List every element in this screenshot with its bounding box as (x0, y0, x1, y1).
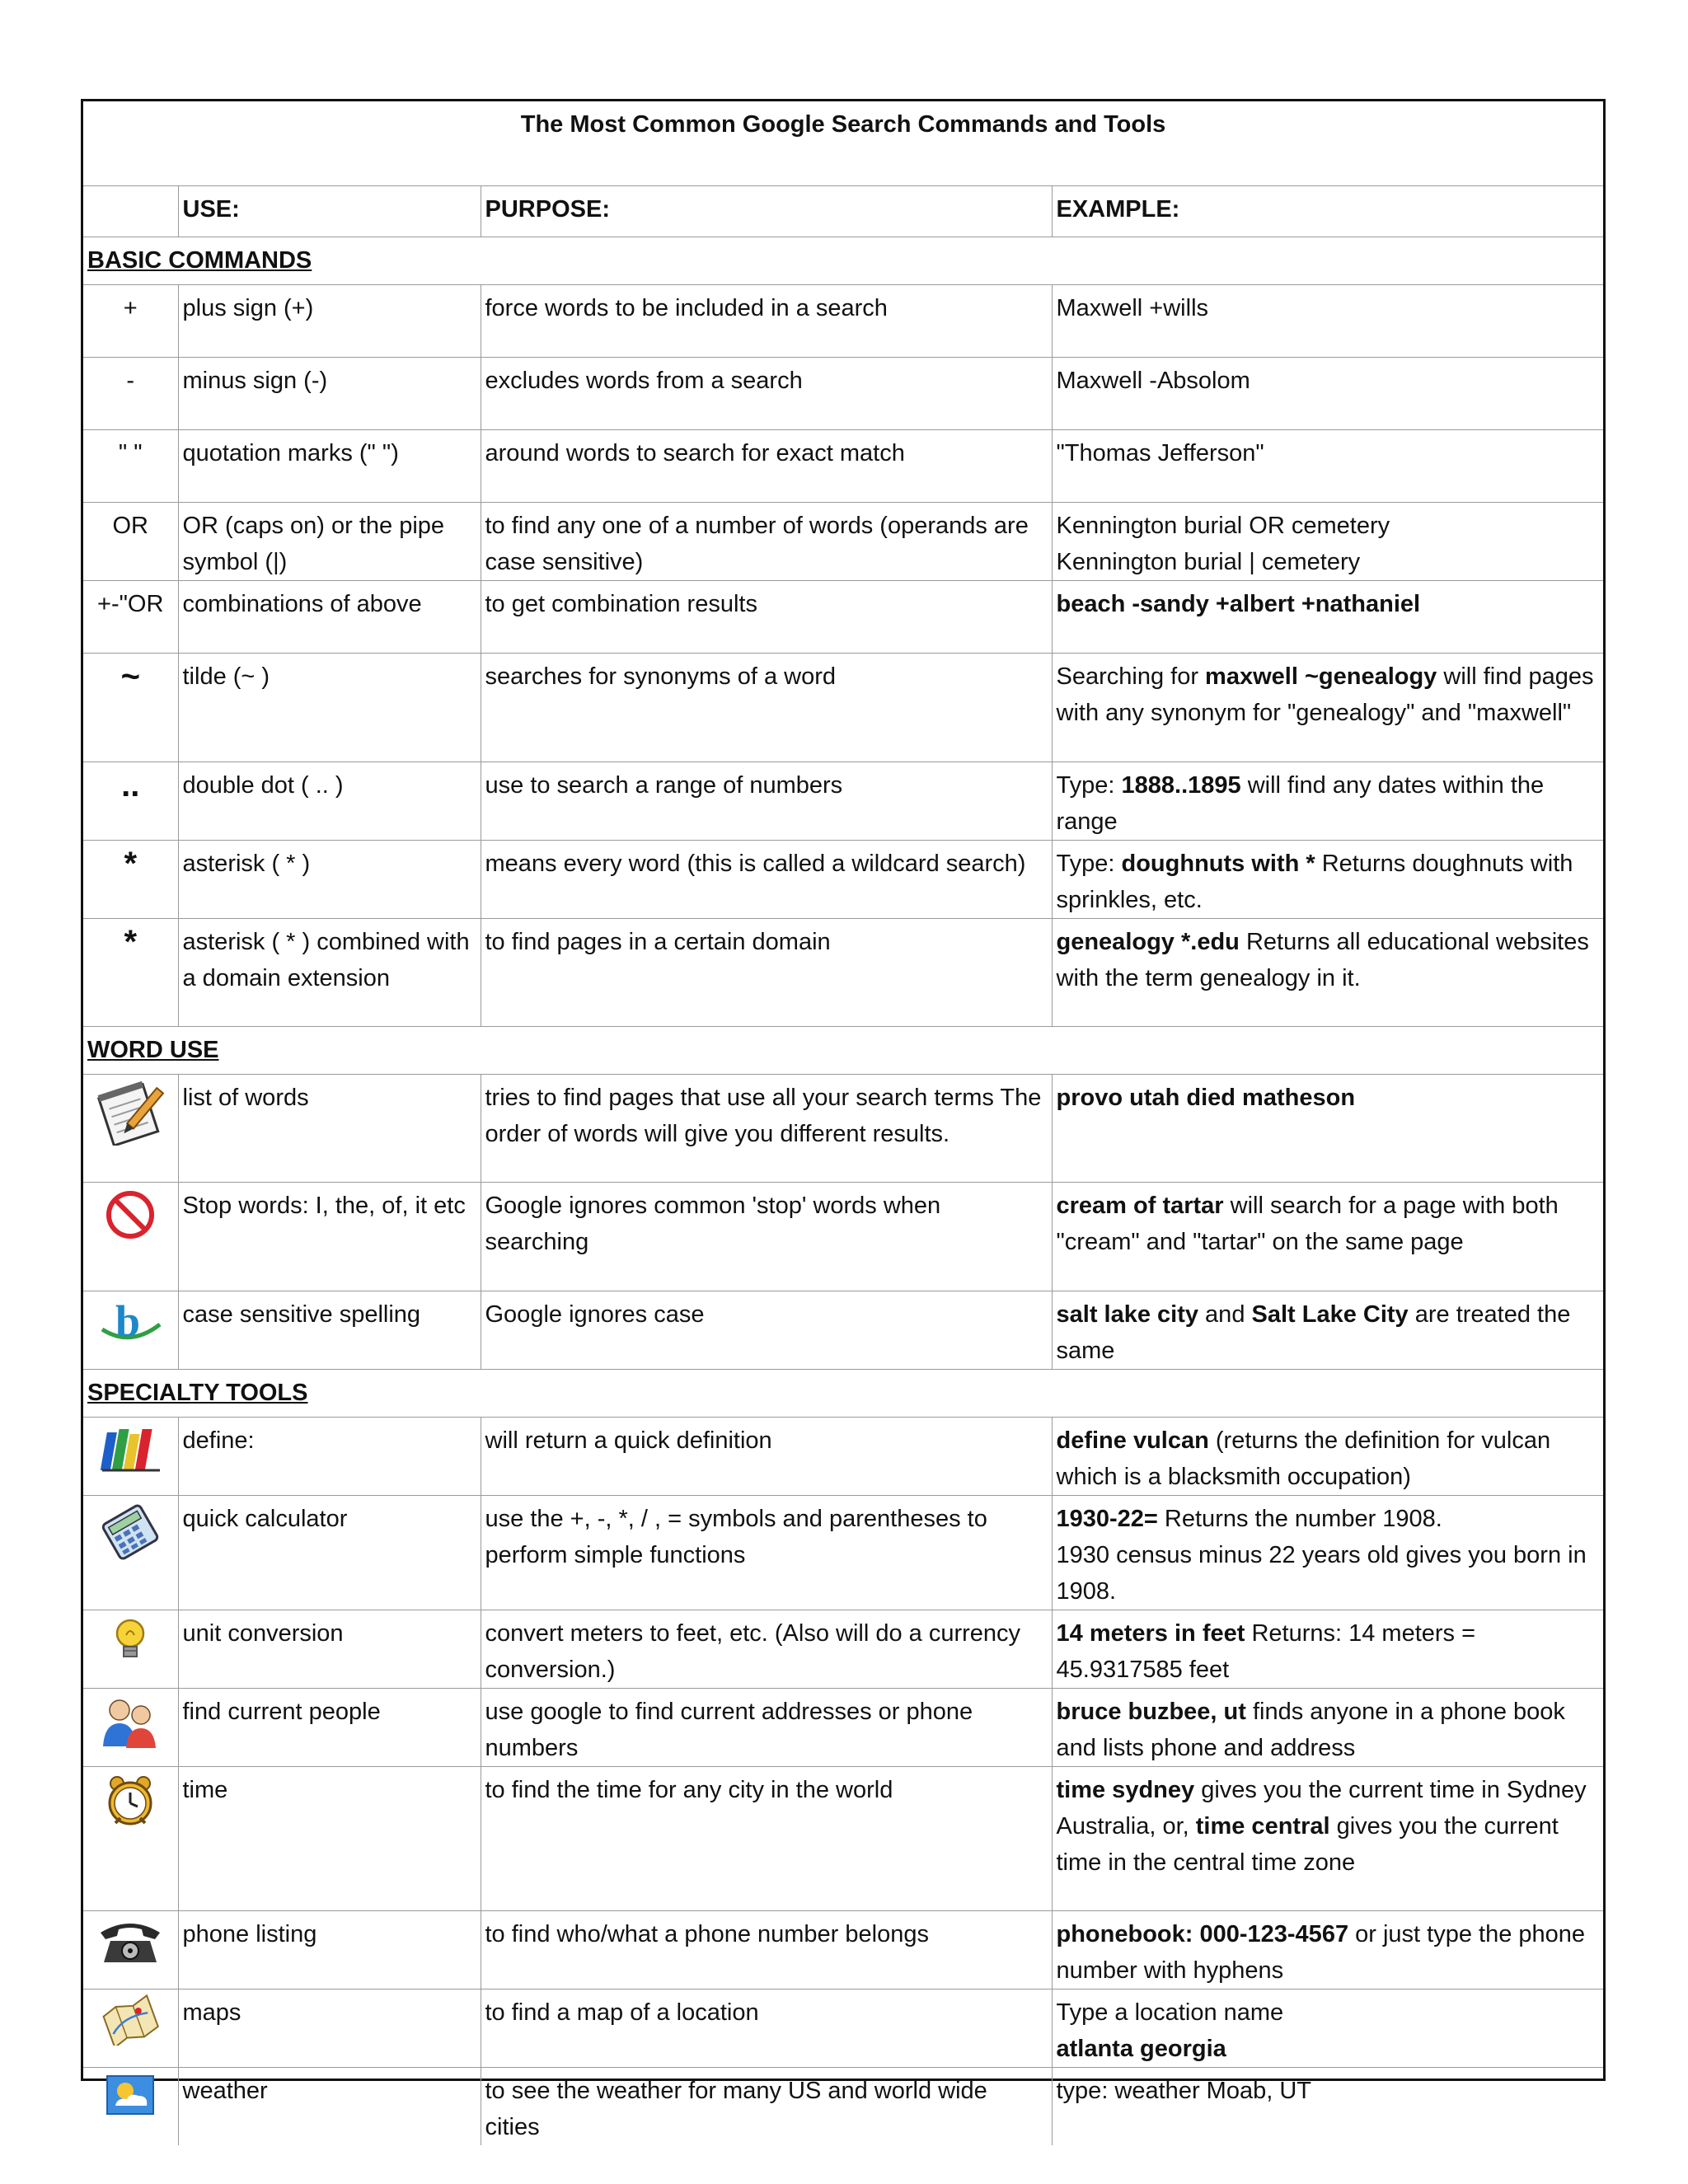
purpose-cell: will return a quick definition (481, 1417, 1052, 1495)
symbol-text: - (126, 367, 135, 394)
example-cell (1052, 2067, 1603, 2145)
weather-icon (83, 2067, 178, 2145)
example-cell (1052, 1766, 1603, 1910)
example-cell (1052, 1074, 1603, 1182)
use-cell: combinations of above (178, 580, 481, 653)
purpose-cell: tries to find pages that use all your search terms The order of words will give you different results. (481, 1074, 1052, 1182)
purpose-cell: use google to find current addresses or phone numbers (481, 1688, 1052, 1766)
example-bold-text: time sydney (1056, 1776, 1195, 1803)
use-cell: double dot ( .. ) (178, 762, 481, 840)
example-cell (1052, 1910, 1603, 1989)
example-bold-text: phonebook: 000-123-4567 (1056, 1920, 1349, 1947)
use-cell: time (178, 1766, 481, 1910)
example-text: will find any dates within the range (1056, 771, 1545, 835)
example-text: will search for a page with both "cream" and "tartar" on the same page (1056, 1192, 1559, 1255)
people-icon (83, 1688, 178, 1766)
example-bold-text: 1888..1895 (1121, 771, 1241, 799)
example-cell (1052, 653, 1603, 762)
specialty-tool-row (83, 1766, 1603, 1910)
example-text: Returns doughnuts with sprinkles, etc. (1056, 850, 1573, 913)
example-bold-text: salt lake city (1056, 1301, 1198, 1328)
svg-text:b: b (115, 1296, 141, 1346)
specialty-tool-row (83, 1610, 1603, 1688)
title-row (83, 101, 1603, 185)
command-symbol (83, 502, 178, 580)
use-cell: unit conversion (178, 1610, 481, 1688)
example-cell (1052, 840, 1603, 918)
specialty-tool-row (83, 1910, 1603, 1989)
basic-command-row (83, 918, 1603, 1026)
symbol-text: OR (112, 512, 148, 539)
example-cell (1052, 762, 1603, 840)
use-cell: Stop words: I, the, of, it etc (178, 1182, 481, 1291)
command-symbol (83, 762, 178, 840)
lightbulb-icon (83, 1610, 178, 1688)
example-text: are treated the same (1056, 1301, 1571, 1364)
symbol-text: * (124, 845, 138, 882)
use-cell: plus sign (+) (178, 284, 481, 357)
column-header-row (83, 185, 1603, 237)
purpose-cell: to find who/what a phone number belongs (481, 1910, 1052, 1989)
example-bold-text: maxwell ~genealogy (1205, 663, 1437, 690)
example-bold-text: define vulcan (1056, 1427, 1209, 1454)
example-bold-text: doughnuts with * (1121, 850, 1315, 877)
purpose-cell: around words to search for exact match (481, 429, 1052, 502)
purpose-cell: Google ignores common 'stop' words when searching (481, 1182, 1052, 1291)
purpose-cell: means every word (this is called a wildcard search) (481, 840, 1052, 918)
example-text: finds anyone in a phone book and lists phone and address (1056, 1698, 1565, 1761)
example-bold-text: atlanta georgia (1056, 2035, 1226, 2062)
word-use-row (83, 1182, 1603, 1291)
example-bold-text: bruce buzbee, ut (1056, 1698, 1246, 1725)
example-text: Type a location name (1056, 1999, 1284, 2026)
example-cell (1052, 1610, 1603, 1688)
use-cell: OR (caps on) or the pipe symbol (|) (178, 502, 481, 580)
specialty-tool-row (83, 1989, 1603, 2067)
example-cell (1052, 357, 1603, 429)
basic-command-row (83, 653, 1603, 762)
example-text: Returns the number 1908. (1157, 1505, 1442, 1532)
example-cell (1052, 502, 1603, 580)
example-text: Maxwell +wills (1056, 294, 1209, 321)
purpose-cell: use the +, -, *, / , = symbols and parentheses to perform simple functions (481, 1495, 1052, 1610)
word-use-row (83, 1074, 1603, 1182)
section-row (83, 1026, 1603, 1074)
telephone-icon (83, 1910, 178, 1989)
example-text: and (1198, 1301, 1252, 1328)
use-cell: asterisk ( * ) combined with a domain extension (178, 918, 481, 1026)
command-symbol (83, 653, 178, 762)
example-text: gives you the current time in Sydney Australia, or, (1056, 1776, 1587, 1840)
symbol-text: + (123, 294, 138, 321)
calculator-icon (83, 1495, 178, 1610)
alarm-clock-icon (83, 1766, 178, 1910)
bing-b-icon (83, 1291, 178, 1369)
example-text: (returns the definition for vulcan which is a blacksmith occupation) (1056, 1427, 1551, 1490)
purpose-cell: to find pages in a certain domain (481, 918, 1052, 1026)
example-cell (1052, 580, 1603, 653)
basic-command-row (83, 429, 1603, 502)
command-symbol (83, 284, 178, 357)
use-cell: asterisk ( * ) (178, 840, 481, 918)
symbol-text: .. (121, 766, 140, 804)
basic-command-row (83, 840, 1603, 918)
specialty-tool-row (83, 1688, 1603, 1766)
symbol-text: * (124, 923, 138, 960)
symbol-text: ~ (120, 658, 140, 695)
basic-command-row (83, 357, 1603, 429)
command-symbol (83, 580, 178, 653)
purpose-cell: convert meters to feet, etc. (Also will do a currency conversion.) (481, 1610, 1052, 1688)
example-cell (1052, 284, 1603, 357)
purpose-cell: to find a map of a location (481, 1989, 1052, 2067)
example-bold-text: Salt Lake City (1251, 1301, 1409, 1328)
example-text: Kennington burial OR cemetery (1056, 512, 1390, 539)
use-cell: weather (178, 2067, 481, 2145)
purpose-cell: excludes words from a search (481, 357, 1052, 429)
use-cell: minus sign (-) (178, 357, 481, 429)
specialty-tool-row (83, 1495, 1603, 1610)
example-text: will find pages with any synonym for "genealogy" and "maxwell" (1056, 663, 1594, 726)
example-text: gives you the current time in the central time zone (1056, 1812, 1559, 1876)
purpose-cell: force words to be included in a search (481, 284, 1052, 357)
basic-command-row (83, 580, 1603, 653)
commands-table (83, 101, 1603, 2145)
purpose-cell: Google ignores case (481, 1291, 1052, 1369)
notepad-pencil-icon (83, 1074, 178, 1182)
example-text: Searching for (1056, 663, 1206, 690)
example-text: Type: (1056, 771, 1122, 799)
example-cell (1052, 1688, 1603, 1766)
section-word-use: WORD USE (83, 1026, 1603, 1074)
example-bold-text: genealogy *.edu (1056, 928, 1240, 955)
example-text: type: weather Moab, UT (1056, 2077, 1311, 2104)
command-symbol (83, 429, 178, 502)
use-cell: list of words (178, 1074, 481, 1182)
symbol-text: +-"OR (97, 590, 164, 617)
example-text: Maxwell -Absolom (1056, 367, 1250, 394)
example-text: Returns all educational websites with the term genealogy in it. (1056, 928, 1589, 991)
purpose-cell: to find any one of a number of words (operands are case sensitive) (481, 502, 1052, 580)
header-use: USE: (178, 185, 481, 237)
example-cell (1052, 1291, 1603, 1369)
use-cell: find current people (178, 1688, 481, 1766)
example-text: or just type the phone number with hyphens (1056, 1920, 1586, 1984)
example-text: 1930 census minus 22 years old gives you born in 1908. (1056, 1541, 1587, 1605)
example-cell (1052, 1495, 1603, 1610)
example-cell (1052, 1989, 1603, 2067)
example-text: "Thomas Jefferson" (1056, 439, 1264, 466)
use-cell: quick calculator (178, 1495, 481, 1610)
use-cell: phone listing (178, 1910, 481, 1989)
command-symbol (83, 918, 178, 1026)
prohibited-icon (83, 1182, 178, 1291)
word-use-row (83, 1291, 1603, 1369)
example-text: Type: (1056, 850, 1122, 877)
example-bold-text: cream of tartar (1056, 1192, 1224, 1219)
command-symbol (83, 357, 178, 429)
use-cell: case sensitive spelling (178, 1291, 481, 1369)
map-icon (83, 1989, 178, 2067)
example-text: Kennington burial | cemetery (1056, 548, 1361, 575)
purpose-cell: to get combination results (481, 580, 1052, 653)
example-bold-text: time central (1195, 1812, 1330, 1840)
basic-command-row (83, 284, 1603, 357)
purpose-cell: to find the time for any city in the world (481, 1766, 1052, 1910)
header-example: EXAMPLE: (1052, 185, 1603, 237)
header-blank (83, 185, 178, 237)
example-bold-text: 1930-22= (1056, 1505, 1158, 1532)
example-bold-text: 14 meters in feet (1056, 1619, 1245, 1647)
purpose-cell: to see the weather for many US and world wide cities (481, 2067, 1052, 2145)
section-row (83, 1369, 1603, 1417)
header-purpose: PURPOSE: (481, 185, 1052, 237)
example-bold-text: beach -sandy +albert +nathaniel (1056, 590, 1421, 617)
purpose-cell: use to search a range of numbers (481, 762, 1052, 840)
use-cell: tilde (~ ) (178, 653, 481, 762)
basic-command-row (83, 502, 1603, 580)
basic-command-row (83, 762, 1603, 840)
specialty-tool-row (83, 2067, 1603, 2145)
example-cell (1052, 918, 1603, 1026)
example-cell (1052, 429, 1603, 502)
example-bold-text: provo utah died matheson (1056, 1084, 1356, 1111)
specialty-tool-row (83, 1417, 1603, 1495)
section-specialty-tools: SPECIALTY TOOLS (83, 1369, 1603, 1417)
example-cell (1052, 1182, 1603, 1291)
example-cell (1052, 1417, 1603, 1495)
section-basic-commands: BASIC COMMANDS (83, 237, 1603, 284)
section-row (83, 237, 1603, 284)
symbol-text: " " (118, 439, 143, 466)
use-cell: quotation marks (" ") (178, 429, 481, 502)
use-cell: maps (178, 1989, 481, 2067)
use-cell: define: (178, 1417, 481, 1495)
example-text: Returns: 14 meters = 45.9317585 feet (1056, 1619, 1476, 1683)
page-title: The Most Common Google Search Commands and Tools (83, 101, 1603, 185)
command-symbol (83, 840, 178, 918)
books-icon (83, 1417, 178, 1495)
purpose-cell: searches for synonyms of a word (481, 653, 1052, 762)
command-sheet (81, 99, 1606, 2140)
